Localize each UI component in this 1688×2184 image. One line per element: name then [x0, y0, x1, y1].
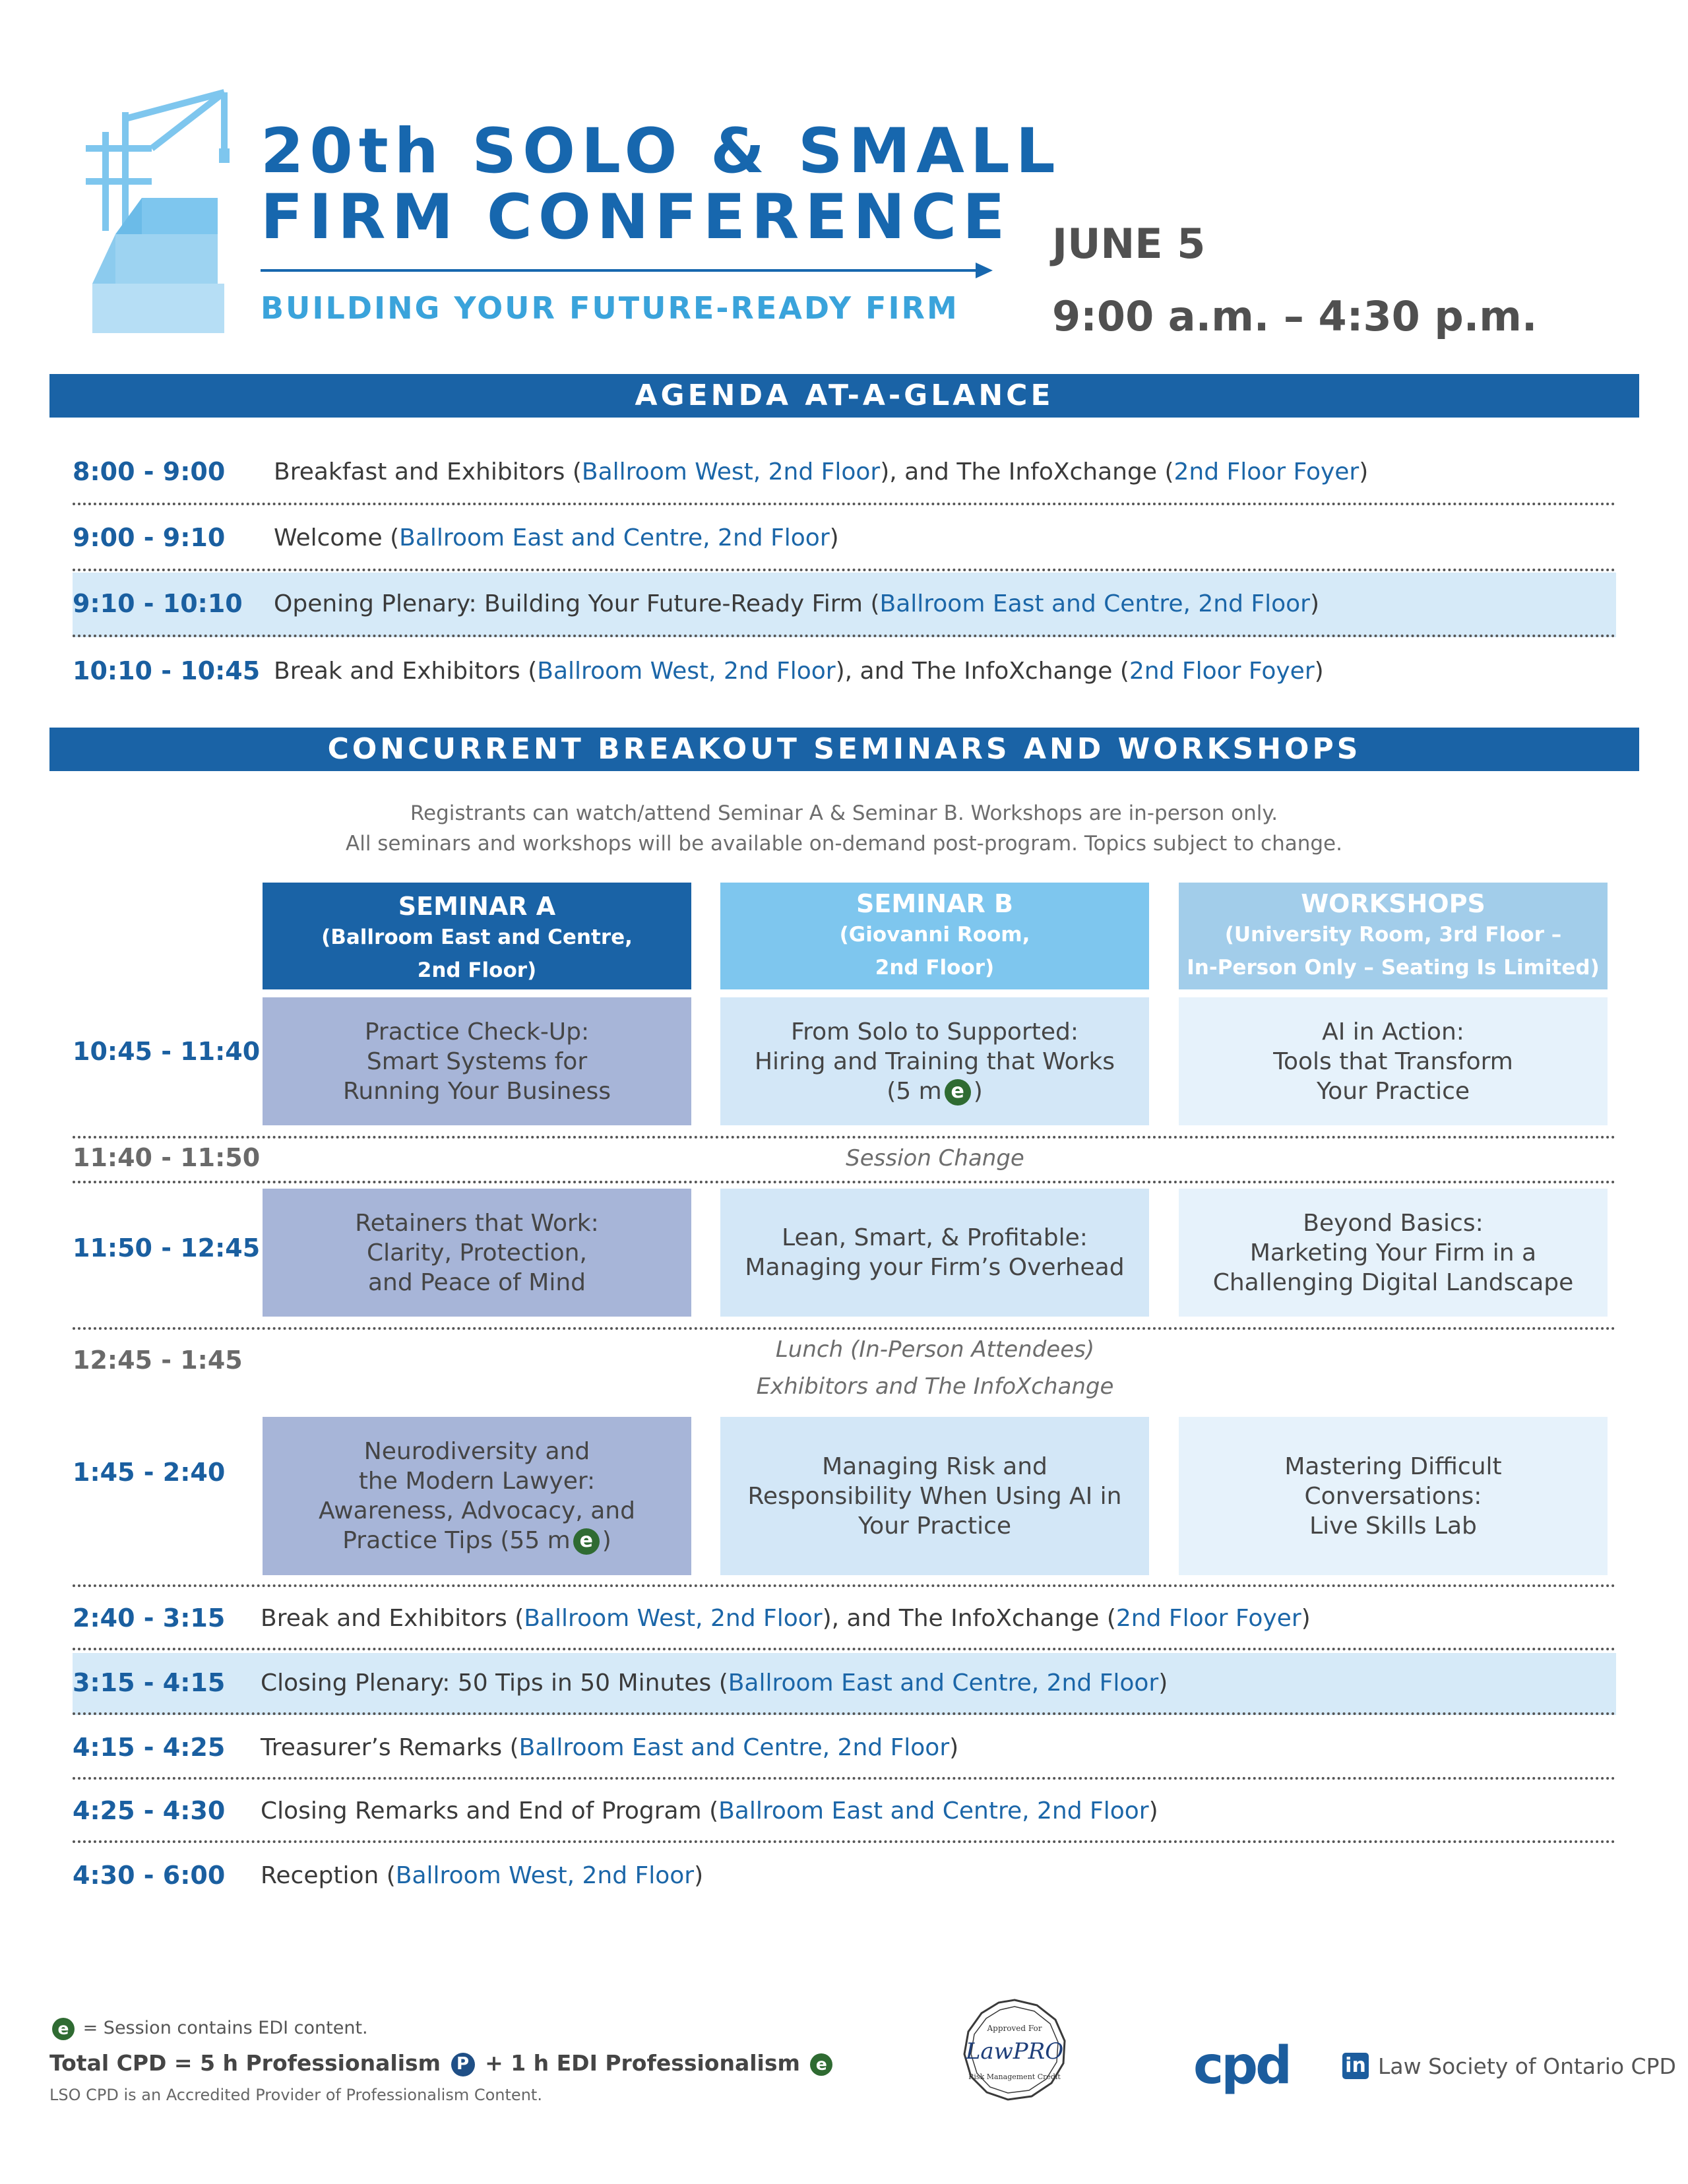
linkedin-icon: in: [1342, 2053, 1369, 2079]
svg-text:cpd: cpd: [1193, 2036, 1290, 2096]
divider: [73, 1584, 1616, 1587]
conference-subtitle: BUILDING YOUR FUTURE-READY FIRM: [261, 290, 959, 326]
total-cpd: Total CPD = 5 h Professionalism P + 1 h EDI Professionalism e: [49, 2045, 874, 2082]
row-time: 3:15 - 4:15: [73, 1668, 226, 1697]
agenda-row: [73, 1844, 1616, 1906]
note-line-2: All seminars and workshops will be available on-demand post-program. Topics subject to change.: [346, 832, 1342, 856]
lso-label: Law Society of Ontario CPD: [1378, 2053, 1676, 2079]
row-description: Closing Plenary: 50 Tips in 50 Minutes (Ballroom East and Centre, 2nd Floor): [261, 1669, 1168, 1697]
session-seminar-b: Lean, Smart, & Profitable: Managing your Firm’s Overhead: [720, 1189, 1149, 1317]
agenda-row: [73, 441, 1616, 505]
agenda-row: [73, 639, 1616, 703]
agenda-row-highlighted: [73, 573, 1616, 637]
title-line-2: FIRM CONFERENCE: [261, 181, 1011, 253]
session-seminar-a: Practice Check-Up: Smart Systems for Running Your Business: [263, 997, 691, 1125]
row-description: Welcome (Ballroom East and Centre, 2nd Floor): [274, 524, 839, 551]
note-line-1: Registrants can watch/attend Seminar A & Seminar B. Workshops are in-person only.: [410, 801, 1278, 825]
slot-time: 10:45 - 11:40: [73, 1037, 261, 1066]
row-description: Reception (Ballroom West, 2nd Floor): [261, 1861, 704, 1889]
agenda-heading: AGENDA AT-A-GLANCE: [49, 374, 1639, 418]
cpd-logo-icon: [1191, 2032, 1290, 2098]
cpd-footer: [49, 2012, 874, 2108]
arrow-right-icon: [261, 265, 993, 276]
divider: [73, 1136, 1616, 1139]
event-time: 9:00 a.m. – 4:30 p.m.: [1052, 292, 1538, 340]
row-description: Opening Plenary: Building Your Future-Ready Firm (Ballroom East and Centre, 2nd Floor): [274, 590, 1320, 617]
seal-top-text: Approved For: [987, 2024, 1042, 2033]
session-change-note: Session Change: [846, 1145, 1024, 1171]
column-header-seminar-a: SEMINAR A (Ballroom East and Centre, 2nd Floor): [263, 883, 691, 989]
conference-title-block: [261, 115, 1061, 326]
session-workshop: Beyond Basics: Marketing Your Firm in a Challenging Digital Landscape: [1179, 1189, 1608, 1317]
session-seminar-b: From Solo to Supported: Hiring and Training that Works (5 m e ): [720, 997, 1149, 1125]
session-seminar-a: Neurodiversity and the Modern Lawyer: Awareness, Advocacy, and Practice Tips (55 m e ): [263, 1417, 691, 1575]
row-time: 2:40 - 3:15: [73, 1604, 226, 1633]
row-time: 4:30 - 6:00: [73, 1861, 226, 1890]
row-time: 8:00 - 9:00: [73, 457, 226, 486]
divider: [73, 1327, 1616, 1330]
edi-badge-icon: e: [52, 2018, 75, 2040]
row-description: Closing Remarks and End of Program (Ballroom East and Centre, 2nd Floor): [261, 1797, 1158, 1825]
slot-time: 1:45 - 2:40: [73, 1458, 226, 1487]
row-time: 10:10 - 10:45: [73, 656, 261, 685]
edi-badge-icon: e: [573, 1528, 600, 1555]
seal-bottom-text: Risk Management Credit: [968, 2073, 1061, 2081]
agenda-row: [73, 1781, 1616, 1843]
row-time: 4:25 - 4:30: [73, 1796, 226, 1825]
law-society-ontario-cpd: [1342, 2053, 1676, 2079]
accreditation-note: LSO CPD is an Accredited Provider of Professionalism Content.: [49, 2086, 542, 2104]
session-seminar-a: Retainers that Work: Clarity, Protection, and Peace of Mind: [263, 1189, 691, 1317]
session-workshop: AI in Action: Tools that Transform Your Practice: [1179, 997, 1608, 1125]
divider: [73, 1181, 1616, 1183]
edi-badge-icon: e: [810, 2053, 832, 2076]
building-crane-logo-icon: [79, 86, 257, 336]
column-header-seminar-b: SEMINAR B (Giovanni Room, 2nd Floor): [720, 883, 1149, 989]
edi-legend: e = Session contains EDI content.: [49, 2012, 874, 2045]
session-seminar-b: Managing Risk and Responsibility When Using AI in Your Practice: [720, 1417, 1149, 1575]
agenda-row-highlighted: [73, 1653, 1616, 1715]
row-time: 4:15 - 4:25: [73, 1733, 226, 1762]
agenda-row: [73, 507, 1616, 571]
row-time: 9:00 - 9:10: [73, 523, 226, 552]
agenda-row: [73, 1718, 1616, 1780]
row-time: 9:10 - 10:10: [73, 589, 243, 618]
edi-badge-icon: e: [945, 1079, 971, 1106]
date-block: [1052, 208, 1537, 353]
breakouts-note: [0, 798, 1688, 859]
row-description: Treasurer’s Remarks (Ballroom East and Centre, 2nd Floor): [261, 1733, 959, 1761]
row-description: Breakfast and Exhibitors (Ballroom West, 2nd Floor), and The InfoXchange (2nd Floor Foyer): [274, 458, 1369, 485]
event-date: JUNE 5: [1052, 220, 1206, 268]
session-workshop: Mastering Difficult Conversations: Live Skills Lab: [1179, 1417, 1608, 1575]
row-description: Break and Exhibitors (Ballroom West, 2nd Floor), and The InfoXchange (2nd Floor Foyer): [274, 657, 1324, 685]
professionalism-badge-icon: P: [451, 2053, 475, 2076]
title-line-1: 20th SOLO & SMALL: [261, 115, 1061, 187]
slot-time: 12:45 - 1:45: [73, 1346, 243, 1375]
slot-time: 11:50 - 12:45: [73, 1233, 261, 1263]
slot-time: 11:40 - 11:50: [73, 1143, 261, 1172]
breakouts-heading: CONCURRENT BREAKOUT SEMINARS AND WORKSHOPS: [49, 728, 1639, 771]
column-header-workshops: WORKSHOPS (University Room, 3rd Floor – In-Person Only – Seating Is Limited): [1179, 883, 1608, 989]
row-description: Break and Exhibitors (Ballroom West, 2nd Floor), and The InfoXchange (2nd Floor Foyer): [261, 1604, 1311, 1632]
lunch-note: Lunch (In-Person Attendees) Exhibitors and The InfoXchange: [756, 1336, 1114, 1400]
seal-brand: LawPRO: [965, 2038, 1064, 2065]
agenda-row: [73, 1588, 1616, 1650]
